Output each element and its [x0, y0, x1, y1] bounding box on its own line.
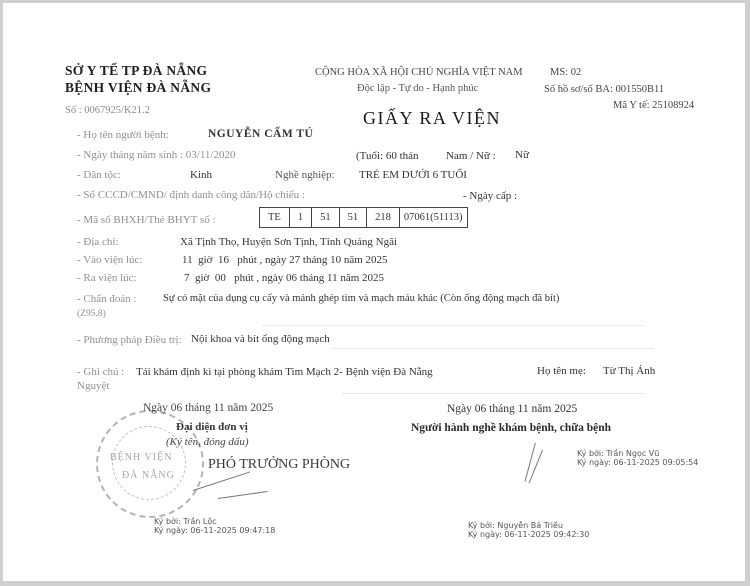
nation-motto: Độc lập - Tự do - Hạnh phúc [357, 83, 479, 94]
patient-name-label: - Họ tên người bệnh: [77, 129, 169, 141]
stamp-text: BỆNH VIỆN [110, 452, 173, 463]
org-hospital: BỆNH VIỆN ĐÀ NẴNG [65, 80, 212, 95]
nation-title: CỘNG HÒA XÃ HỘI CHỦ NGHĨA VIỆT NAM [315, 67, 523, 78]
age-label: (Tuổi: 60 thán [356, 150, 419, 162]
insurance-number-table [259, 207, 468, 228]
insurance-label: - Mã số BHXH/Thẻ BHYT số : [77, 214, 216, 226]
insurance-cell: 1 [289, 208, 311, 228]
right-sign-role: Người hành nghề khám bệnh, chữa bệnh [411, 422, 612, 434]
insurance-cell: TE [260, 208, 290, 228]
left-sign-date: Ngày 06 tháng 11 năm 2025 [143, 402, 274, 414]
signature-stroke [525, 443, 536, 482]
gender-label: Nam / Nữ : [446, 150, 496, 162]
page-title: GIẤY RA VIỆN [363, 108, 501, 128]
diagnosis-text: Sự có mặt của dụng cụ cấy và mảnh ghép tim và mạch máu khác (Còn ống động mạch đã bít) [163, 293, 560, 304]
mother-name-value: Từ Thị Ánh [603, 365, 656, 377]
insurance-cell: 218 [367, 208, 400, 228]
mother-name-label: Họ tên mẹ: [537, 365, 586, 377]
stamp-text: ĐÀ NẴNG [122, 470, 175, 481]
dotted-line [333, 348, 653, 349]
insurance-cell: 51 [339, 208, 367, 228]
discharge-time: 7 giờ 00 phút , ngày 06 tháng 11 năm 2025 [184, 272, 385, 284]
medical-id: Mã Y tế: 25108924 [613, 100, 695, 111]
right-cosigned-by: Ký bởi: Trần Ngọc Vũ [577, 449, 660, 458]
address-label: - Địa chỉ: [77, 236, 119, 248]
mother-name-continued: Nguyệt [77, 380, 110, 392]
treatment-label: - Phương pháp Điều trị: [77, 334, 182, 346]
insurance-cell: 07061(51113) [399, 208, 467, 228]
org-department: SỞ Y TẾ TP ĐÀ NẴNG [65, 63, 208, 78]
patient-name: NGUYỄN CẨM TÚ [208, 128, 314, 140]
form-code: MS: 02 [550, 67, 582, 78]
diagnosis-code: (Z95.8) [77, 309, 106, 319]
insurance-cell: 51 [312, 208, 340, 228]
doc-number: Số : 0067925/K21.2 [65, 105, 150, 116]
id-number-label: - Số CCCD/CMND/ định danh công dân/Hộ chiếu : [77, 189, 305, 201]
gender-value: Nữ [515, 149, 529, 161]
record-number: Số hồ sơ/số BA: 001550B11 [544, 84, 665, 95]
admission-label: - Vào viện lúc: [77, 254, 143, 266]
left-signed-at: Ký ngày: 06-11-2025 09:47:18 [154, 526, 276, 535]
issue-date-label: - Ngày cấp : [463, 190, 518, 202]
occupation-label: Nghề nghiệp: [275, 169, 335, 181]
signature-stroke [218, 491, 268, 499]
right-sign-date: Ngày 06 tháng 11 năm 2025 [447, 403, 578, 415]
occupation-value: TRẺ EM DƯỚI 6 TUỔI [359, 169, 467, 181]
note-label: - Ghi chú : [77, 366, 125, 378]
discharge-label: - Ra viện lúc: [77, 272, 137, 284]
left-sign-role: Đại diện đơn vị [176, 421, 248, 433]
right-signed-at: Ký ngày: 06-11-2025 09:42:30 [468, 530, 590, 539]
left-sign-position: PHÓ TRƯỞNG PHÒNG [208, 457, 351, 472]
dotted-line [263, 325, 643, 326]
admission-time: 11 giờ 16 phút , ngày 27 tháng 10 năm 2025 [182, 254, 388, 266]
address-value: Xã Tịnh Thọ, Huyện Sơn Tịnh, Tỉnh Quảng Ngãi [180, 236, 398, 248]
diagnosis-label: - Chẩn đoán : [77, 293, 137, 305]
left-signed-by: Ký bởi: Trần Lộc [154, 517, 217, 526]
dotted-line [343, 393, 643, 394]
ethnicity-label: - Dân tộc: [77, 169, 121, 181]
treatment-value: Nội khoa và bít ống động mạch [191, 333, 330, 345]
discharge-paper [3, 3, 745, 581]
right-signed-by: Ký bởi: Nguyễn Bá Triều [468, 521, 563, 530]
dob-label: - Ngày tháng năm sinh : 03/11/2020 [77, 149, 236, 161]
note-value: Tái khám định kì tại phòng khám Tim Mạch 2- Bệnh viện Đà Nẵng [136, 366, 433, 378]
left-sign-instruction: (Ký tên, đóng dấu) [166, 436, 249, 448]
ethnicity-value: Kinh [190, 169, 212, 181]
right-cosigned-at: Ký ngày: 06-11-2025 09:05:54 [577, 458, 699, 467]
